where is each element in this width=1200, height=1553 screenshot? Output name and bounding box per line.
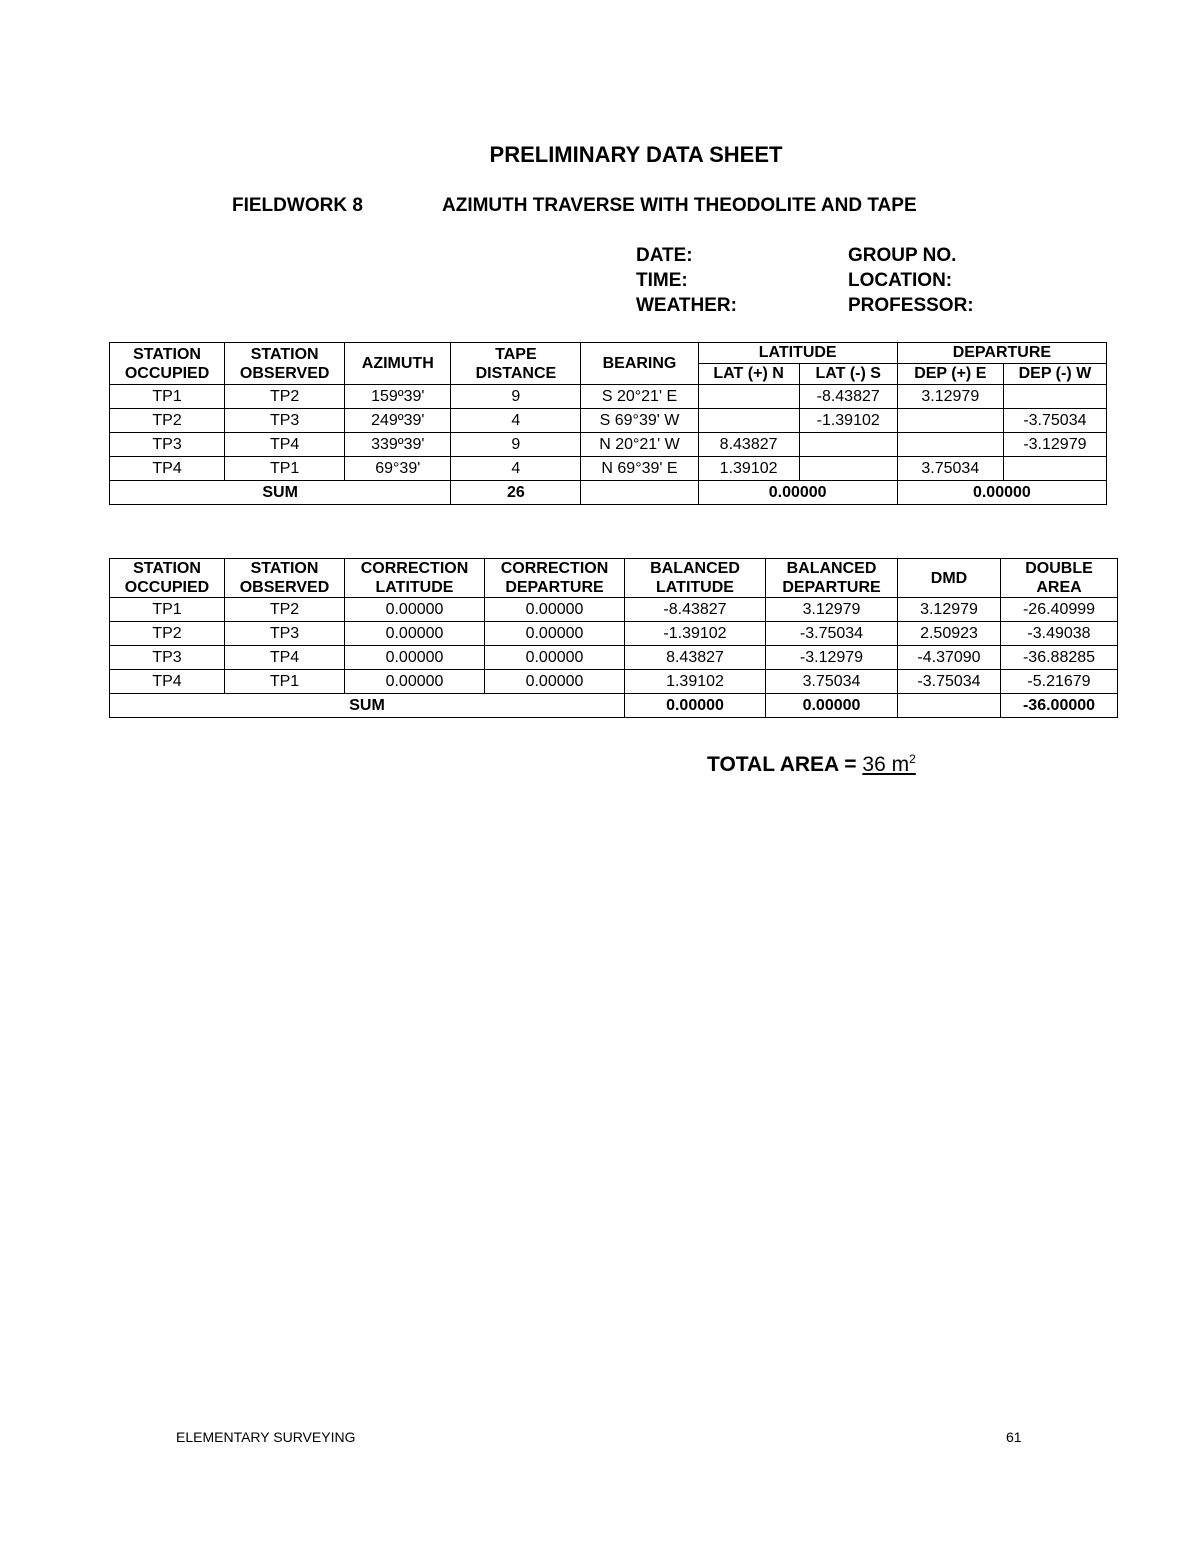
cell-dep-w [1003,385,1106,409]
meta-right-column [848,243,974,318]
time-label: TIME: [636,270,688,291]
cell-observed: TP2 [225,598,345,622]
sum-latitude: 0.00000 [698,481,897,505]
table-row [110,670,1118,694]
table-row [110,622,1118,646]
cell-observed: TP1 [225,670,345,694]
cell-occupied: TP1 [110,385,225,409]
cell-double-area: -26.40999 [1001,598,1118,622]
header-balanced-latitude: BALANCED LATITUDE [625,559,766,598]
cell-dmd: 3.12979 [898,598,1001,622]
header-lat-n: LAT (+) N [698,364,799,385]
cell-double-area: -3.49038 [1001,622,1118,646]
table-row [110,598,1118,622]
header-departure: DEPARTURE [897,343,1106,364]
header-latitude: LATITUDE [698,343,897,364]
fieldwork-number: FIELDWORK 8 [232,195,363,216]
cell-balanced-latitude: 1.39102 [625,670,766,694]
cell-azimuth: 339º39' [345,433,451,457]
cell-occupied: TP4 [110,670,225,694]
cell-observed: TP3 [225,622,345,646]
balancing-table [109,558,1118,718]
header-lat-s: LAT (-) S [799,364,897,385]
cell-observed: TP3 [225,409,345,433]
table-row [110,409,1107,433]
fieldwork-title: AZIMUTH TRAVERSE WITH THEODOLITE AND TAPE [442,195,917,216]
cell-occupied: TP2 [110,409,225,433]
group-label: GROUP NO. [848,245,957,266]
cell-lat-s [799,457,897,481]
page-title: PRELIMINARY DATA SHEET [489,142,783,167]
cell-lat-n [698,409,799,433]
table-row [110,646,1118,670]
header-balanced-departure: BALANCED DEPARTURE [766,559,898,598]
cell-dmd: 2.50923 [898,622,1001,646]
cell-dmd: -4.37090 [898,646,1001,670]
cell-balanced-latitude: -8.43827 [625,598,766,622]
header-tape-distance: TAPE DISTANCE [451,343,581,385]
cell-lat-n: 8.43827 [698,433,799,457]
sum-label: SUM [110,694,625,718]
cell-bearing: S 69°39' W [581,409,698,433]
cell-azimuth: 159º39' [345,385,451,409]
cell-bearing: N 69°39' E [581,457,698,481]
cell-dep-e [897,433,1003,457]
cell-balanced-latitude: -1.39102 [625,622,766,646]
sum-departure: 0.00000 [897,481,1106,505]
sum-balanced-departure: 0.00000 [766,694,898,718]
cell-dep-w: -3.75034 [1003,409,1106,433]
cell-dmd: -3.75034 [898,670,1001,694]
cell-azimuth: 69°39' [345,457,451,481]
cell-correction-latitude: 0.00000 [345,622,485,646]
cell-dep-w [1003,457,1106,481]
cell-observed: TP4 [225,433,345,457]
cell-balanced-departure: -3.75034 [766,622,898,646]
cell-dep-e [897,409,1003,433]
location-label: LOCATION: [848,270,953,291]
header-azimuth: AZIMUTH [345,343,451,385]
cell-double-area: -5.21679 [1001,670,1118,694]
table-row [110,433,1107,457]
cell-balanced-departure: 3.12979 [766,598,898,622]
header-dmd: DMD [898,559,1001,598]
total-area-label: TOTAL AREA = [707,753,863,776]
header-dep-w: DEP (-) W [1003,364,1106,385]
header-dep-e: DEP (+) E [897,364,1003,385]
footer-page-number: 61 [1006,1429,1022,1445]
header-bearing: BEARING [581,343,698,385]
cell-lat-s: -8.43827 [799,385,897,409]
meta-left-column [636,243,737,318]
cell-balanced-departure: -3.12979 [766,646,898,670]
cell-bearing: S 20°21' E [581,385,698,409]
cell-lat-s: -1.39102 [799,409,897,433]
cell-occupied: TP1 [110,598,225,622]
cell-tape: 9 [451,385,581,409]
cell-double-area: -36.88285 [1001,646,1118,670]
cell-lat-s [799,433,897,457]
cell-observed: TP4 [225,646,345,670]
cell-correction-latitude: 0.00000 [345,670,485,694]
cell-tape: 4 [451,409,581,433]
cell-correction-departure: 0.00000 [485,646,625,670]
cell-occupied: TP3 [110,646,225,670]
sum-row [110,481,1107,505]
cell-occupied: TP4 [110,457,225,481]
table-row [110,457,1107,481]
sum-tape: 26 [451,481,581,505]
cell-bearing: N 20°21' W [581,433,698,457]
cell-lat-n: 1.39102 [698,457,799,481]
sum-double-area: -36.00000 [1001,694,1118,718]
header-correction-departure: CORRECTION DEPARTURE [485,559,625,598]
cell-occupied: TP2 [110,622,225,646]
date-label: DATE: [636,245,693,266]
cell-correction-departure: 0.00000 [485,622,625,646]
cell-azimuth: 249º39' [345,409,451,433]
cell-observed: TP2 [225,385,345,409]
cell-tape: 9 [451,433,581,457]
total-area-exponent: 2 [909,752,916,766]
sum-balanced-latitude: 0.00000 [625,694,766,718]
total-area-value: 36 $m^2$ [862,752,916,776]
sum-row [110,694,1118,718]
sum-label: SUM [110,481,451,505]
sum-dmd [898,694,1001,718]
cell-dep-e: 3.75034 [897,457,1003,481]
cell-lat-n [698,385,799,409]
sum-bearing [581,481,698,505]
traverse-table [109,342,1107,505]
cell-occupied: TP3 [110,433,225,457]
professor-label: PROFESSOR: [848,295,974,316]
weather-label: WEATHER: [636,295,737,316]
cell-tape: 4 [451,457,581,481]
table-row [110,385,1107,409]
cell-observed: TP1 [225,457,345,481]
header-correction-latitude: CORRECTION LATITUDE [345,559,485,598]
cell-correction-departure: 0.00000 [485,670,625,694]
total-area [707,752,916,777]
header-station-observed: STATION OBSERVED [225,343,345,385]
footer-course: ELEMENTARY SURVEYING [176,1429,356,1445]
header-double-area: DOUBLE AREA [1001,559,1118,598]
cell-correction-departure: 0.00000 [485,598,625,622]
header-station-observed: STATION OBSERVED [225,559,345,598]
cell-dep-w: -3.12979 [1003,433,1106,457]
cell-balanced-departure: 3.75034 [766,670,898,694]
cell-correction-latitude: 0.00000 [345,646,485,670]
header-station-occupied: STATION OCCUPIED [110,559,225,598]
cell-dep-e: 3.12979 [897,385,1003,409]
header-station-occupied: STATION OCCUPIED [110,343,225,385]
cell-balanced-latitude: 8.43827 [625,646,766,670]
cell-correction-latitude: 0.00000 [345,598,485,622]
